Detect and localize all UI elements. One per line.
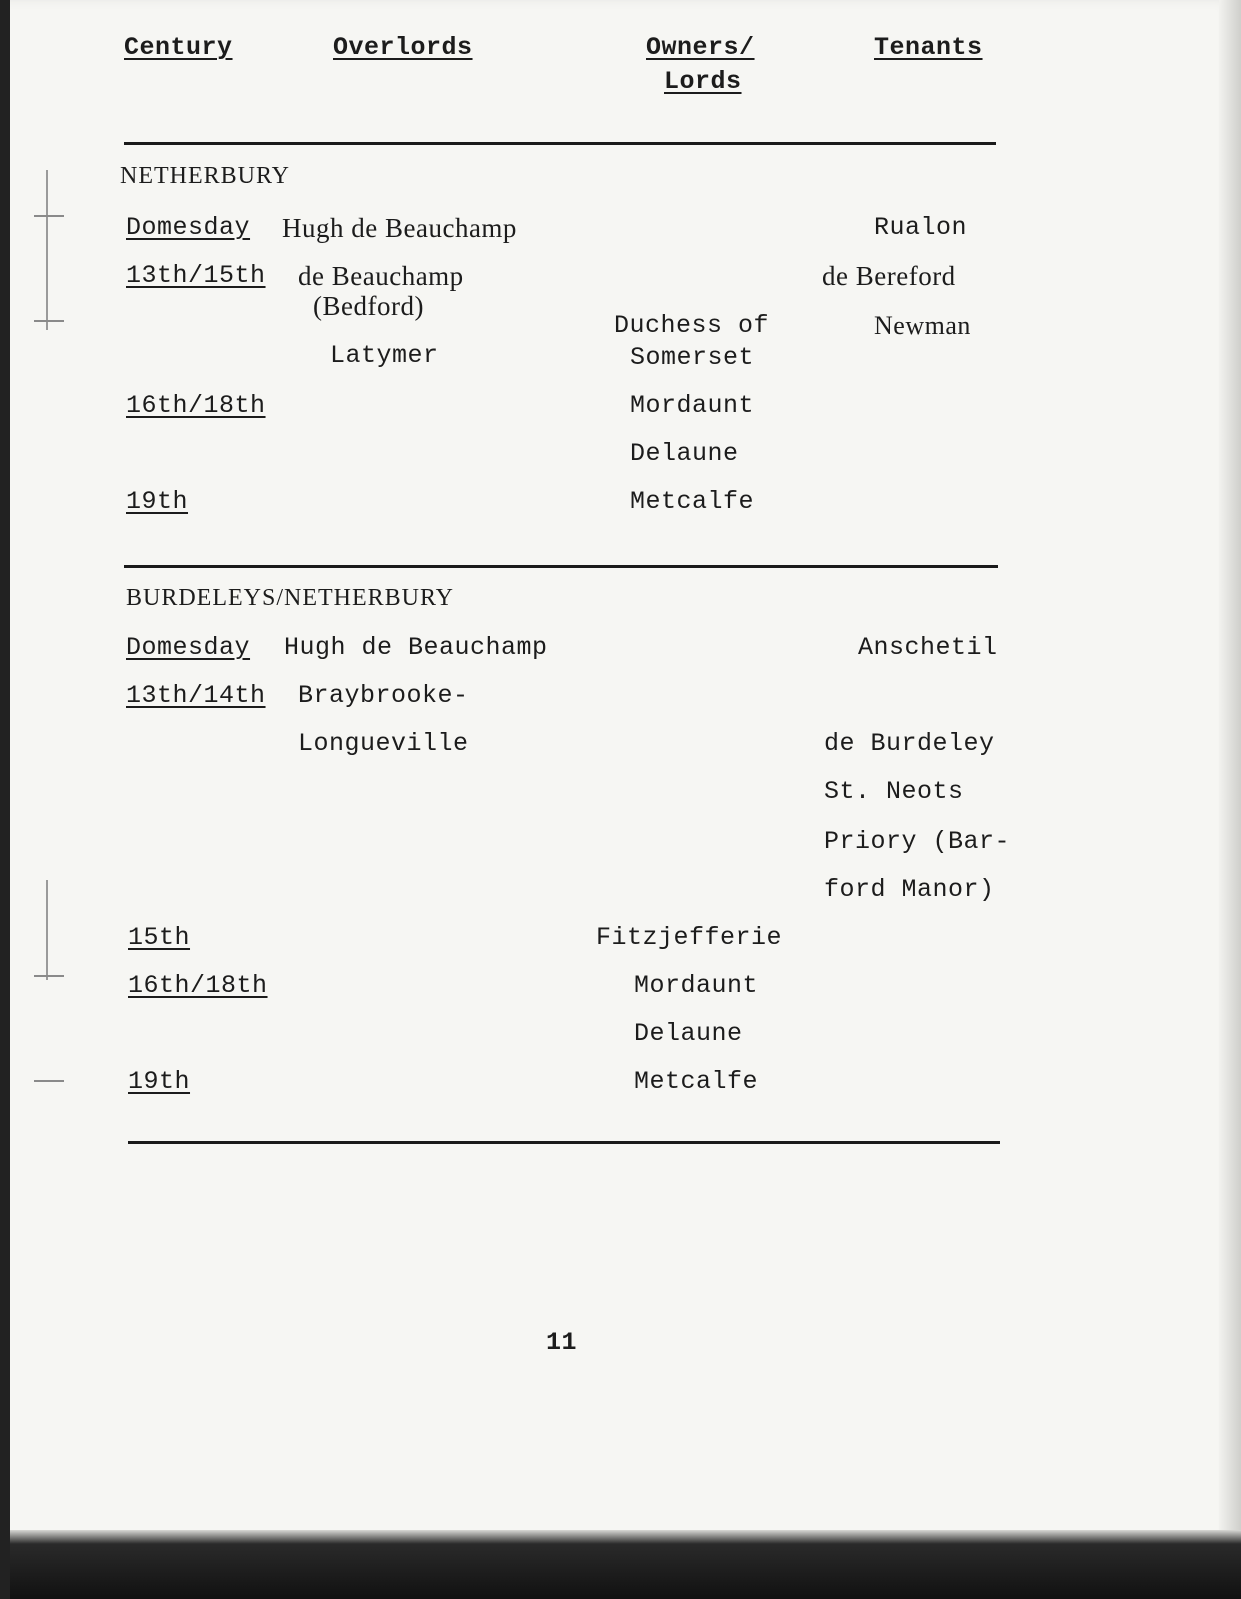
owner-cell: Delaune xyxy=(630,439,739,468)
overlord-cell: Hugh de Beauchamp xyxy=(282,213,517,243)
owner-cell: Metcalfe xyxy=(630,487,755,516)
binding-line xyxy=(46,170,48,330)
owner-cell: Somerset xyxy=(630,343,755,372)
overlord-cell: Braybrooke- xyxy=(298,681,469,710)
section-rule xyxy=(128,1141,1000,1144)
century-cell: 13th/14th xyxy=(126,681,266,710)
column-header-tenants: Tenants xyxy=(874,33,983,62)
owner-cell: Delaune xyxy=(634,1019,743,1048)
century-cell: 13th/15th xyxy=(126,261,266,290)
owner-cell: Fitzjefferie xyxy=(596,923,783,952)
owner-cell: Mordaunt xyxy=(630,391,755,420)
century-cell: 19th xyxy=(128,1067,191,1096)
tenant-cell: Priory (Bar- xyxy=(824,827,1011,856)
binding-edge xyxy=(0,0,10,1599)
owner-cell: Mordaunt xyxy=(634,971,759,1000)
section-title: NETHERBURY xyxy=(120,163,291,189)
overlord-cell: (Bedford) xyxy=(313,291,424,321)
overlord-cell: Latymer xyxy=(330,341,439,370)
column-header-owners-line1: Owners/ xyxy=(646,33,755,62)
tenant-cell: Newman xyxy=(874,311,971,340)
scan-background xyxy=(0,1530,1241,1599)
section-title: BURDELEYS/NETHERBURY xyxy=(126,585,455,611)
section-rule xyxy=(124,565,998,568)
overlord-cell: de Beauchamp xyxy=(298,261,464,291)
column-header-owners-line2: Lords xyxy=(664,67,742,96)
binding-line xyxy=(46,880,48,980)
century-cell: Domesday xyxy=(126,213,251,242)
overlord-cell: Longueville xyxy=(298,729,469,758)
century-cell: 19th xyxy=(126,487,189,516)
binding-staple-mark xyxy=(34,1080,64,1082)
tenant-cell: de Burdeley xyxy=(824,729,995,758)
header-rule xyxy=(124,142,996,145)
century-cell: 15th xyxy=(128,923,191,952)
page-edge-shadow xyxy=(1219,0,1241,1560)
owner-cell: Metcalfe xyxy=(634,1067,759,1096)
binding-staple-mark xyxy=(34,320,64,322)
page-number: 11 xyxy=(546,1328,578,1357)
tenant-cell: Rualon xyxy=(874,213,968,242)
tenant-cell: de Bereford xyxy=(822,261,956,291)
owner-cell: Duchess of xyxy=(614,311,770,340)
century-cell: 16th/18th xyxy=(128,971,268,1000)
overlord-cell: Hugh de Beauchamp xyxy=(284,633,548,662)
column-header-century: Century xyxy=(124,33,233,62)
binding-staple-mark xyxy=(34,215,64,217)
tenant-cell: St. Neots xyxy=(824,777,964,806)
tenant-cell: ford Manor) xyxy=(824,875,995,904)
binding-staple-mark xyxy=(34,975,64,977)
century-cell: Domesday xyxy=(126,633,251,662)
century-cell: 16th/18th xyxy=(126,391,266,420)
column-header-overlords: Overlords xyxy=(333,33,473,62)
tenant-cell: Anschetil xyxy=(858,633,998,662)
